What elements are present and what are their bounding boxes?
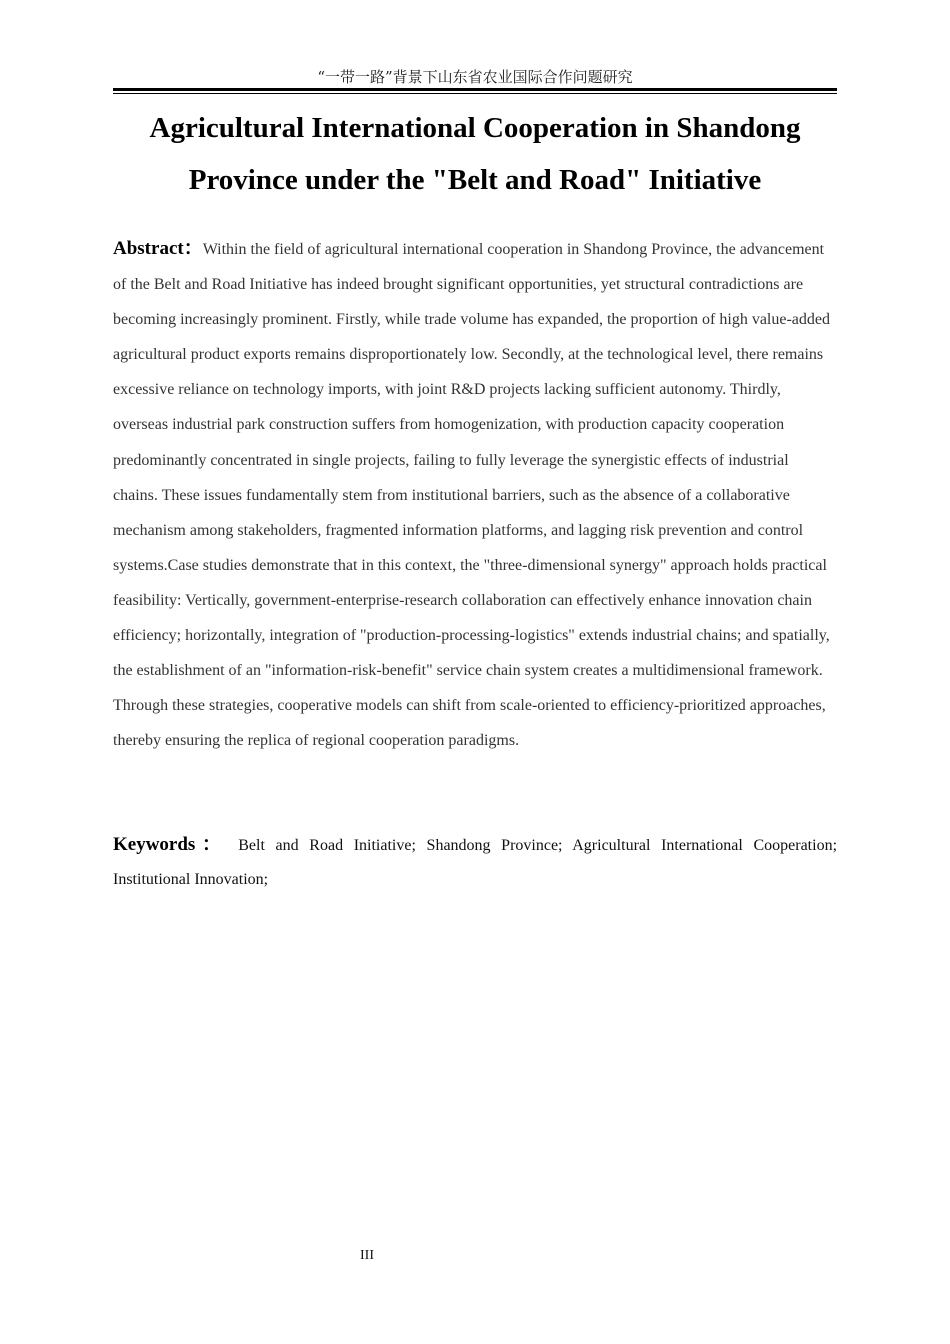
paper-title-line-1: Agricultural International Cooperation in Shandong xyxy=(149,112,801,144)
paper-title xyxy=(113,102,837,206)
running-header: “一带一路”背景下山东省农业国际合作问题研究 xyxy=(317,68,633,86)
header-rule-thin xyxy=(113,93,837,94)
abstract-paragraph xyxy=(113,231,837,758)
abstract-text: Within the field of agricultural international cooperation in Shandong Province, the advancement of the Belt and Road Initiative has indeed brought significant opportunities, yet structural contradictions are becoming increasingly prominent. Firstly, while trade volume has expanded, the proportion of high value-added agricultural product exports remains disproportionately low. Secondly, at the technological level, there remains excessive reliance on technology imports, with joint R&D projects lacking sufficient autonomy. Thirdly, overseas industrial park construction suffers from homogenization, with production capacity cooperation predominantly concentrated in single projects, failing to fully leverage the synergistic effects of industrial chains. These issues fundamentally stem from institutional barriers, such as the absence of a collaborative mechanism among stakeholders, fragmented information platforms, and lagging risk prevention and control systems.Case studies demonstrate that in this context, the "three-dimensional synergy" approach holds practical feasibility: Vertically, government-enterprise-research collaboration can effectively enhance innovation chain efficiency; horizontally, integration of "production-processing-logistics" extends industrial chains; and spatially, the establishment of an "information-risk-benefit" service chain system creates a multidimensional framework. Through these strategies, cooperative models can shift from scale-oriented to efficiency-prioritized approaches, thereby ensuring the replica of regional cooperation paradigms. xyxy=(113,241,830,750)
page-number: III xyxy=(360,1248,374,1263)
paper-title-line-2: Province under the "Belt and Road" Initiative xyxy=(188,164,762,196)
header-rule-thick xyxy=(113,88,837,91)
keywords-text: Belt and Road Initiative; Shandong Province; Agricultural International Cooperation; Institutional Innovation; xyxy=(113,837,838,888)
keywords-label: Keywords： xyxy=(113,834,228,855)
abstract-label: Abstract： xyxy=(113,238,203,259)
keywords-paragraph xyxy=(113,828,837,897)
